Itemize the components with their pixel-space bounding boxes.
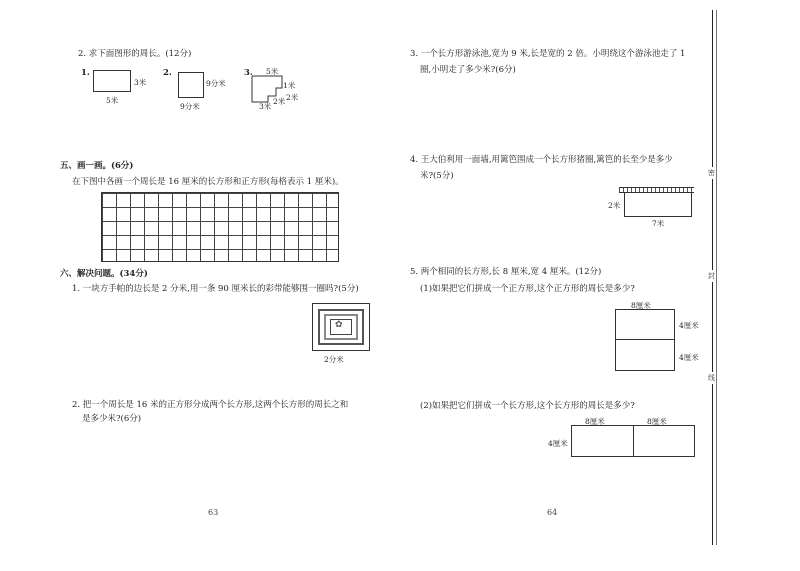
margin-char-2: 封 bbox=[708, 272, 715, 280]
square-right-label-1: 4厘米 bbox=[679, 321, 699, 330]
fig3-label-3: 3米 bbox=[259, 102, 272, 111]
handkerchief-flower-icon: ✿ bbox=[335, 320, 343, 330]
page-number-left: 63 bbox=[208, 508, 219, 517]
fig1-rectangle bbox=[93, 70, 131, 92]
problem2-line1: 2. 把一个周长是 16 米的正方形分成两个长方形,这两个长方形的周长之和 bbox=[72, 400, 349, 410]
fig1-bottom-label: 5米 bbox=[106, 96, 119, 105]
fig3-top-label: 5米 bbox=[266, 67, 279, 76]
rect-top-label-1: 8厘米 bbox=[585, 417, 605, 426]
q5-part2: (2)如果把它们拼成一个长方形,这个长方形的周长是多少? bbox=[420, 401, 635, 411]
problem1-text: 1. 一块方手帕的边长是 2 分米,用一条 90 厘米长的彩带能够围一圈吗?(5分) bbox=[72, 284, 359, 294]
q2-title: 2. 求下面图形的周长。(12分) bbox=[78, 49, 192, 59]
fig2-number: 2. bbox=[163, 68, 172, 78]
q4-line1: 4. 王大伯利用一面墙,用篱笆围成一个长方形猪圈,篱笆的长至少是多少 bbox=[410, 155, 673, 165]
q5-title: 5. 两个相同的长方形,长 8 厘米,宽 4 厘米。(12分) bbox=[410, 267, 602, 277]
section6-title: 六、解决问题。(34分) bbox=[60, 269, 148, 279]
fig3-number: 3. bbox=[244, 68, 253, 78]
q5-part1: (1)如果把它们拼成一个正方形,这个正方形的周长是多少? bbox=[420, 284, 635, 294]
square-divider bbox=[615, 339, 675, 340]
fig2-square bbox=[178, 72, 204, 98]
combined-square bbox=[615, 309, 675, 371]
square-top-label: 8厘米 bbox=[631, 301, 651, 310]
pig-pen-bottom-label: 7米 bbox=[652, 219, 665, 228]
square-right-label-2: 4厘米 bbox=[679, 353, 699, 362]
margin-char-1: 密 bbox=[708, 169, 715, 177]
q3-line2: 圈,小明走了多少米?(6分) bbox=[420, 65, 516, 75]
rect-side-label: 4厘米 bbox=[548, 439, 568, 448]
pig-pen-side-label: 2米 bbox=[608, 201, 621, 210]
fig1-side-label: 3米 bbox=[134, 78, 147, 87]
fig3-label-1: 1米 bbox=[283, 81, 296, 90]
rect-divider bbox=[633, 425, 634, 457]
fig1-number: 1. bbox=[81, 68, 90, 78]
fence bbox=[624, 192, 692, 217]
margin-char-3: 线 bbox=[708, 374, 715, 382]
handkerchief-side-label: 2分米 bbox=[324, 355, 344, 364]
rect-top-label-2: 8厘米 bbox=[647, 417, 667, 426]
fig3-label-4: 2米 bbox=[273, 97, 286, 106]
drawing-grid[interactable] bbox=[101, 192, 339, 262]
section5-title: 五、画一画。(6分) bbox=[60, 161, 134, 171]
fig2-side-label: 9分米 bbox=[206, 79, 226, 88]
section5-text: 在下图中各画一个周长是 16 厘米的长方形和正方形(每格表示 1 厘米)。 bbox=[72, 177, 344, 187]
seal-line-inner bbox=[716, 10, 717, 545]
fig2-bottom-label: 9分米 bbox=[180, 102, 200, 111]
fig3-label-2: 2米 bbox=[286, 93, 299, 102]
page-number-right: 64 bbox=[547, 508, 558, 517]
problem2-line2: 是多少米?(6分) bbox=[82, 414, 142, 424]
q4-line2: 米?(5分) bbox=[420, 171, 454, 181]
q3-line1: 3. 一个长方形游泳池,宽为 9 米,长是宽的 2 倍。小明绕这个游泳池走了 1 bbox=[410, 49, 686, 59]
